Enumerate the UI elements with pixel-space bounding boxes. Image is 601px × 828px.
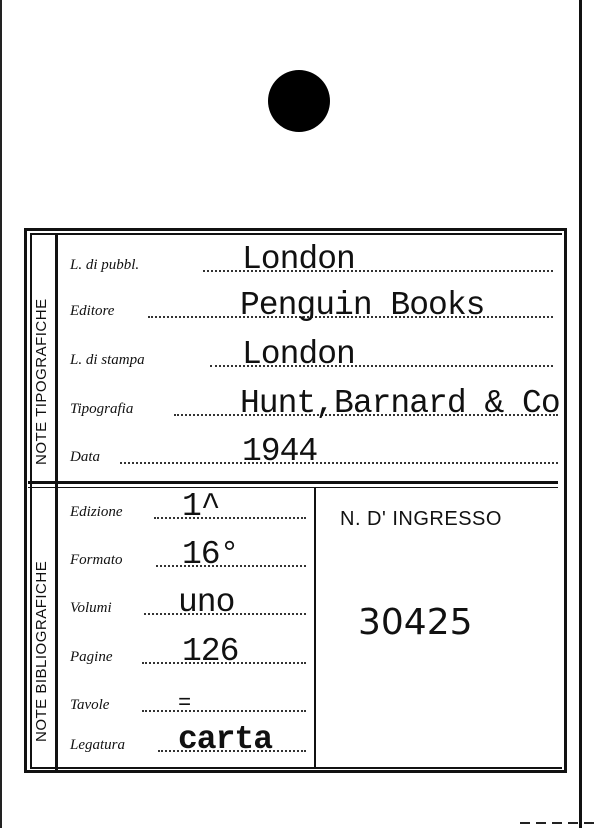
punch-hole bbox=[268, 70, 330, 132]
section-title-bibliografiche: NOTE BIBLIOGRAFICHE bbox=[33, 560, 50, 742]
inner-left-line bbox=[30, 233, 32, 769]
dotted-line bbox=[120, 462, 558, 464]
field-row-data bbox=[70, 433, 554, 470]
field-value: carta bbox=[178, 721, 273, 758]
field-value: 126 bbox=[182, 633, 239, 670]
field-value: Hunt,Barnard & Co bbox=[240, 385, 560, 422]
field-row-edizione bbox=[70, 488, 310, 525]
field-row-tavole bbox=[70, 688, 310, 718]
field-label: L. di pubbl. bbox=[70, 257, 140, 273]
card-bottom-dash bbox=[520, 822, 600, 824]
field-value: 16° bbox=[182, 536, 239, 573]
field-label: Tipografia bbox=[70, 401, 134, 417]
field-label: Formato bbox=[70, 552, 123, 568]
field-label: Pagine bbox=[70, 649, 113, 665]
field-row-luogo-pubblicazione bbox=[70, 241, 554, 278]
field-value: 1^ bbox=[182, 488, 220, 525]
field-row-legatura bbox=[70, 721, 310, 758]
field-value: uno bbox=[178, 584, 235, 621]
field-label: L. di stampa bbox=[70, 352, 145, 368]
ingresso-separator bbox=[314, 488, 316, 769]
field-value: 1944 bbox=[242, 433, 318, 470]
inner-top-line bbox=[30, 233, 562, 235]
field-value: London bbox=[242, 336, 355, 373]
field-label: Edizione bbox=[70, 504, 123, 520]
dotted-line bbox=[142, 710, 306, 712]
field-row-editore bbox=[70, 287, 554, 324]
field-label: Data bbox=[70, 449, 100, 465]
section-title-tipografiche: NOTE TIPOGRAFICHE bbox=[33, 298, 50, 465]
card-left-edge bbox=[0, 0, 2, 828]
label-column-line bbox=[55, 233, 58, 771]
field-label: Legatura bbox=[70, 737, 126, 753]
field-label: Volumi bbox=[70, 600, 112, 616]
section-divider bbox=[28, 481, 558, 484]
field-row-formato bbox=[70, 536, 310, 573]
field-row-tipografia bbox=[70, 385, 590, 422]
field-label: Tavole bbox=[70, 697, 110, 713]
field-label: Editore bbox=[70, 303, 115, 319]
field-value: = bbox=[178, 691, 191, 716]
field-row-volumi bbox=[70, 584, 310, 621]
ingresso-label: N. D' INGRESSO bbox=[340, 508, 502, 530]
section-divider-thin bbox=[28, 487, 558, 488]
field-row-pagine bbox=[70, 633, 310, 670]
ingresso-number: 30425 bbox=[358, 602, 473, 643]
dotted-line bbox=[154, 517, 306, 519]
inner-bottom-line bbox=[30, 767, 562, 769]
field-row-luogo-stampa bbox=[70, 336, 554, 373]
field-value: Penguin Books bbox=[240, 287, 485, 324]
field-value: London bbox=[242, 241, 355, 278]
